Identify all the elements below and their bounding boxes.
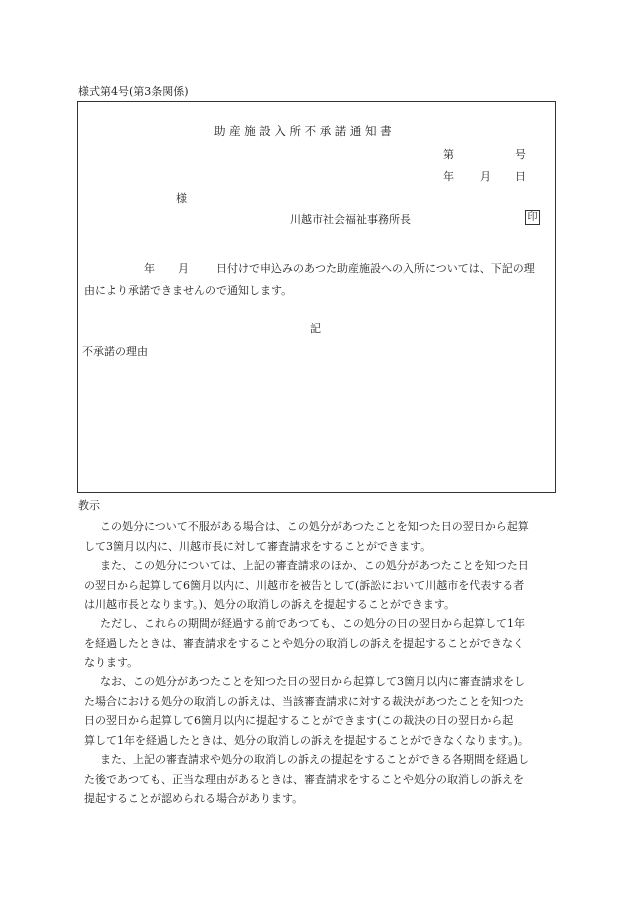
seal-stamp-box: 印 bbox=[525, 210, 540, 225]
notice-line: ただし、これらの期間が経過する前であつても、この処分の日の翌日から起算して1年 bbox=[100, 617, 525, 630]
notice-line: を経過したときは、審査請求をすることや処分の取消しの訴えを提起することができなく bbox=[84, 636, 524, 650]
notice-line: なります。 bbox=[84, 656, 139, 669]
notice-paragraph bbox=[84, 517, 554, 556]
notice-form-frame bbox=[77, 101, 556, 493]
notice-line: 算して1年を経過したときは、処分の取消しの訴えを提起することができなくなります。)。 bbox=[84, 733, 529, 747]
body-text-line-1: 日付けで申込みのあつた助産施設への入所については、下記の理 bbox=[216, 262, 535, 275]
notice-line: 提起することが認められる場合があります。 bbox=[84, 792, 304, 805]
notice-line: た場合における処分の取消しの訴えは、当該審査請求に対する裁決があつたことを知つた bbox=[84, 694, 524, 708]
refusal-reason-label: 不承諾の理由 bbox=[82, 345, 148, 358]
application-year-label: 年 bbox=[144, 262, 155, 275]
date-day-label: 日 bbox=[515, 170, 526, 183]
notice-line: た後であつても、正当な理由があるときは、審査請求をすることや処分の取消しの訴えを bbox=[84, 772, 524, 786]
notice-line: して3箇月以内に、川越市長に対して審査請求をすることができます。 bbox=[84, 539, 432, 553]
body-text-line-2: 由により承諾できませんので通知します。 bbox=[84, 284, 293, 297]
application-month-label: 月 bbox=[178, 262, 189, 275]
notice-heading: 教示 bbox=[78, 499, 100, 512]
date-month-label: 月 bbox=[480, 170, 491, 183]
notice-line: また、上記の審査請求や処分の取消しの訴えの提起をすることができる各期間を経過し bbox=[100, 753, 529, 766]
notice-line: の翌日から起算して6箇月以内に、川越市を被告として(訴訟において川越市を代表する者 bbox=[84, 578, 525, 592]
notice-paragraph bbox=[84, 672, 554, 750]
notice-line: は川越市長となります。)、処分の取消しの訴えを提起することができます。 bbox=[84, 598, 456, 611]
document-number-suffix: 号 bbox=[515, 148, 526, 161]
document-number-prefix: 第 bbox=[443, 148, 454, 161]
notice-paragraph bbox=[84, 556, 554, 615]
notice-paragraph bbox=[84, 614, 554, 673]
date-year-label: 年 bbox=[443, 170, 454, 183]
notice-line: この処分について不服がある場合は、この処分があつたことを知つた日の翌日から起算 bbox=[100, 520, 529, 533]
form-number: 様式第4号(第3条関係) bbox=[78, 85, 189, 98]
document-title: 助産施設入所不承諾通知書 bbox=[214, 124, 396, 138]
notice-paragraph bbox=[84, 750, 554, 809]
notice-line: また、この処分については、上記の審査請求のほか、この処分があつたことを知つた日 bbox=[100, 559, 529, 572]
notice-line: 日の翌日から起算して6箇月以内に提起することができます(この裁決の日の翌日から起 bbox=[84, 714, 514, 727]
issuer-name: 川越市社会福祉事務所長 bbox=[290, 213, 411, 226]
addressee-honorific: 様 bbox=[176, 192, 187, 205]
ki-heading: 記 bbox=[310, 322, 321, 335]
notice-line: なお、この処分があつたことを知つた日の翌日から起算して3箇月以内に審査請求をし bbox=[100, 675, 525, 688]
